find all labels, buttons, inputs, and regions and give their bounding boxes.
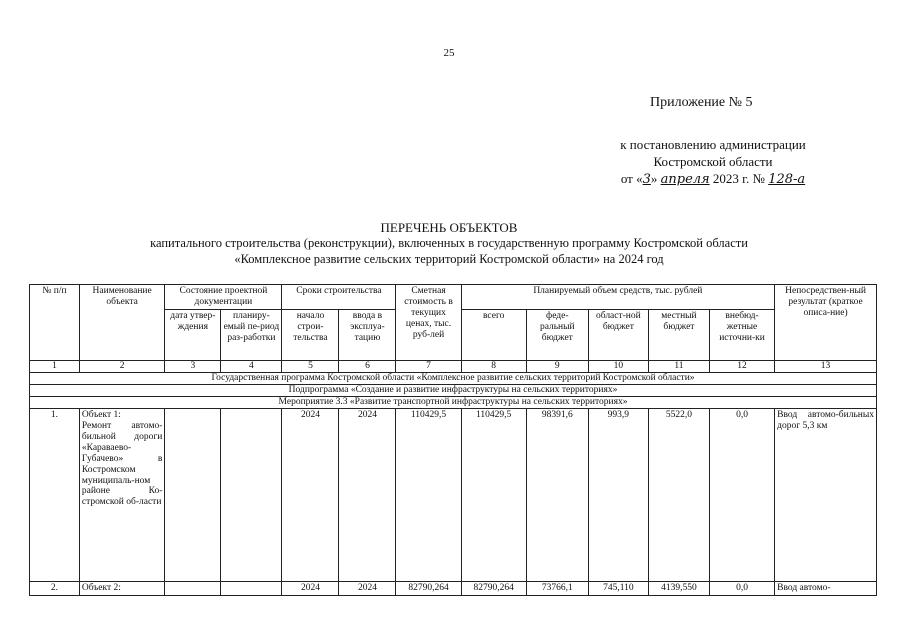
document-title: ПЕРЕЧЕНЬ ОБЪЕКТОВ bbox=[380, 220, 518, 235]
row-name-desc: Ремонт автомо-бильной дороги «Караваево-Губачево» в Костромском муниципаль-ном районе Ко-стромской об-ласти bbox=[81, 420, 163, 508]
header-total: всего bbox=[461, 310, 526, 361]
header-approval-date: дата утвер-ждения bbox=[165, 310, 221, 361]
row-regional: 993,9 bbox=[588, 409, 648, 582]
column-number: 13 bbox=[775, 361, 877, 373]
document-subtitle-2: «Комплексное развитие сельских территорий Костромской области» на 2024 год bbox=[234, 252, 664, 266]
header-num: № п/п bbox=[30, 285, 80, 361]
measure-banner: Мероприятие 3.3 «Развитие транспортной инфраструктуры на сельских территориях» bbox=[30, 397, 877, 409]
row-planned-dev bbox=[221, 409, 282, 582]
row-result: Ввод автомо-бильных дорог 5,3 км bbox=[775, 409, 877, 582]
header-extrabudget: внебюд-жетные источни-ки bbox=[709, 310, 774, 361]
annex-date-mid: » bbox=[650, 171, 658, 186]
header-result: Непосредствен-ный результат (краткое описа-ние) bbox=[775, 285, 877, 361]
column-number: 6 bbox=[339, 361, 396, 373]
column-number: 9 bbox=[526, 361, 588, 373]
table-row bbox=[30, 409, 877, 582]
header-planned-funds: Планируемый объем средств, тыс. рублей bbox=[461, 285, 775, 310]
row-federal: 98391,6 bbox=[526, 409, 588, 582]
header-commission: ввода в эксплуа-тацию bbox=[339, 310, 396, 361]
annex-title: Приложение № 5 bbox=[650, 95, 753, 110]
column-number: 5 bbox=[282, 361, 339, 373]
header-estimated-cost: Сметная стоимость в текущих ценах, тыс. руб-лей bbox=[396, 285, 461, 361]
column-number: 3 bbox=[165, 361, 221, 373]
column-number: 7 bbox=[396, 361, 461, 373]
annex-line-1: к постановлению администрации bbox=[620, 137, 806, 152]
program-banner: Государственная программа Костромской области «Комплексное развитие сельских территорий Костромской области» bbox=[30, 373, 877, 385]
page-number: 25 bbox=[443, 47, 455, 59]
header-regional: област-ной бюджет bbox=[588, 310, 648, 361]
row-num: 2. bbox=[30, 582, 80, 596]
row-extrabudget: 0,0 bbox=[709, 582, 774, 596]
annex-year: 2023 г. № bbox=[712, 171, 765, 186]
annex-number: 128-а bbox=[768, 172, 806, 187]
objects-table bbox=[29, 284, 877, 596]
header-construction-terms: Сроки строительства bbox=[282, 285, 396, 310]
column-number: 1 bbox=[30, 361, 80, 373]
header-start: начало строи-тельства bbox=[282, 310, 339, 361]
row-result: Ввод автомо- bbox=[775, 582, 877, 596]
column-number: 11 bbox=[648, 361, 709, 373]
header-planned-dev: планиру-емый пе-риод раз-работки bbox=[221, 310, 282, 361]
row-num: 1. bbox=[30, 409, 80, 582]
header-federal: феде-ральный бюджет bbox=[526, 310, 588, 361]
subprogram-banner: Подпрограмма «Создание и развитие инфраструктуры на сельских территориях» bbox=[30, 385, 877, 397]
annex-date-prefix: от « bbox=[620, 171, 643, 186]
row-commission: 2024 bbox=[339, 409, 396, 582]
row-estimated-cost: 82790,264 bbox=[396, 582, 461, 596]
annex-month: апреля bbox=[660, 172, 710, 187]
annex-date-line bbox=[548, 171, 878, 187]
row-start: 2024 bbox=[282, 582, 339, 596]
row-estimated-cost: 110429,5 bbox=[396, 409, 461, 582]
header-project-doc: Состояние проектной документации bbox=[165, 285, 282, 310]
row-start: 2024 bbox=[282, 409, 339, 582]
annex-line-2: Костромской области bbox=[653, 154, 773, 169]
column-number: 10 bbox=[588, 361, 648, 373]
table-row bbox=[30, 582, 877, 596]
row-name-title: Объект 1: bbox=[81, 410, 121, 420]
column-number: 8 bbox=[461, 361, 526, 373]
row-total: 110429,5 bbox=[461, 409, 526, 582]
document-subtitle-1: капитального строительства (реконструкции), включенных в государственную программу Костромской области bbox=[150, 236, 748, 250]
row-federal: 73766,1 bbox=[526, 582, 588, 596]
column-number: 2 bbox=[79, 361, 165, 373]
row-approval-date bbox=[165, 409, 221, 582]
header-name: Наименование объекта bbox=[79, 285, 165, 361]
row-commission: 2024 bbox=[339, 582, 396, 596]
row-planned-dev bbox=[221, 582, 282, 596]
row-extrabudget: 0,0 bbox=[709, 409, 774, 582]
row-local: 4139,550 bbox=[648, 582, 709, 596]
column-number: 4 bbox=[221, 361, 282, 373]
row-regional: 745,110 bbox=[588, 582, 648, 596]
column-number: 12 bbox=[709, 361, 774, 373]
header-local: местный бюджет bbox=[648, 310, 709, 361]
row-approval-date bbox=[165, 582, 221, 596]
row-name-title: Объект 2: bbox=[81, 583, 121, 593]
annex-day: 3 bbox=[642, 172, 651, 187]
row-name bbox=[79, 582, 165, 596]
row-local: 5522,0 bbox=[648, 409, 709, 582]
row-total: 82790,264 bbox=[461, 582, 526, 596]
row-name bbox=[79, 409, 165, 582]
